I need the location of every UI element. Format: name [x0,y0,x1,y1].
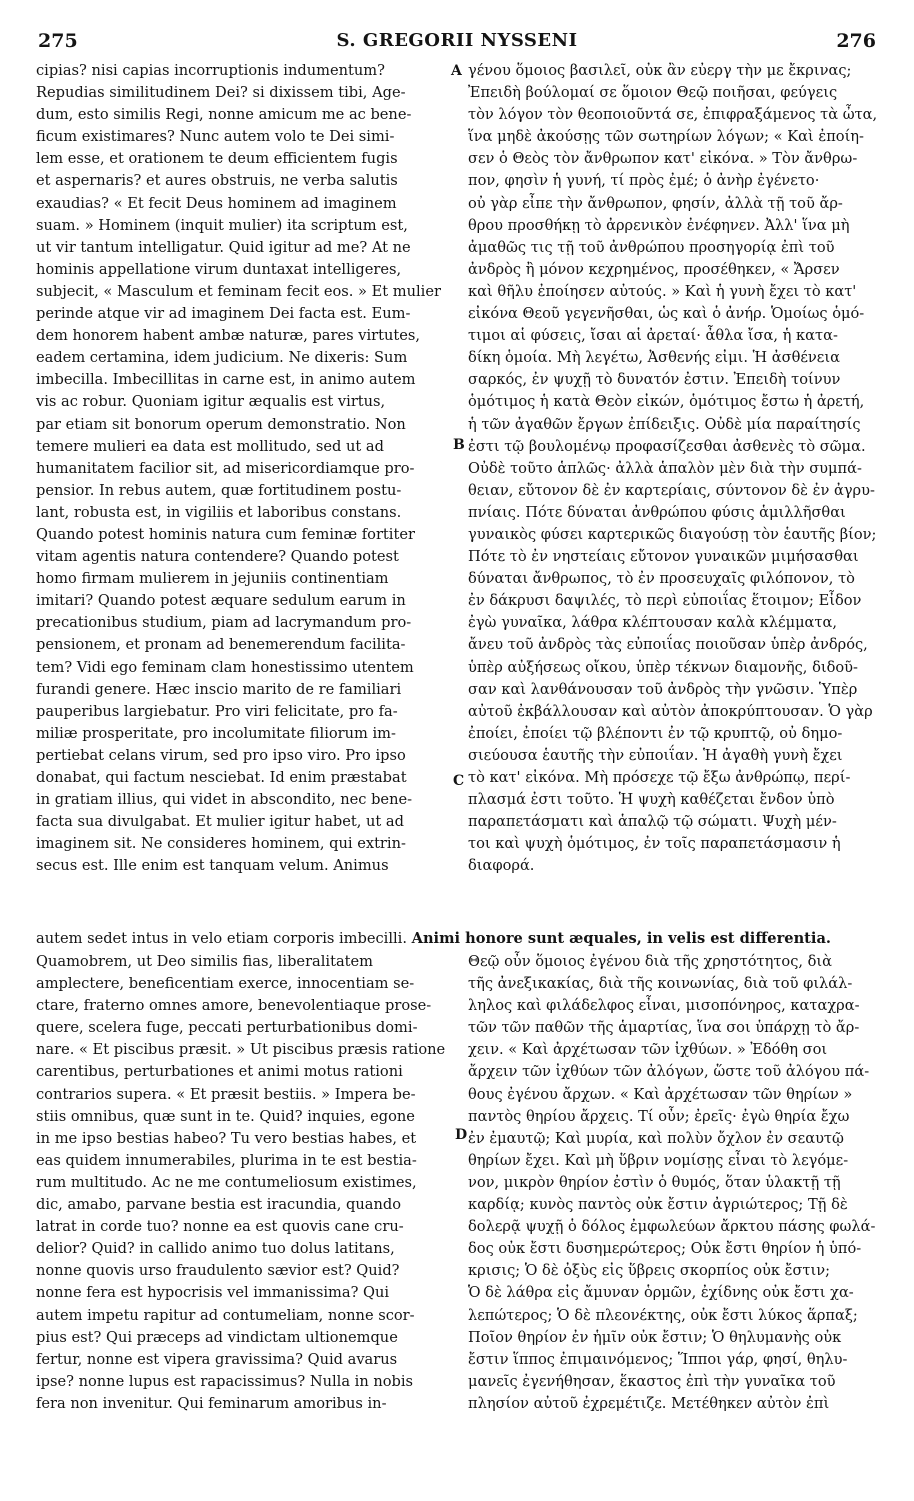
greek-line: κρισις; Ὁ δὲ ὀξὺς εἰς ὕβρεις σκορπίος οὐκ ἔστιν; [468,1262,831,1280]
greek-line: παντὸς θηρίου ἄρχεις. Τί οὖν; ἐρεῖς· ἐγὼ θηρία ἔχω [468,1107,850,1125]
latin-line: imaginem sit. Ne consideres hominem, qui extrin- [36,835,406,853]
latin-line: par etiam sit bonorum operum demonstratio. Non [36,415,406,433]
latin-line: exaudias? « Et fecit Deus hominem ad imaginem [36,194,397,212]
latin-line: carentibus, perturbationes et animi motus rationi [36,1063,403,1081]
latin-line: fera non invenitur. Qui feminarum amoribus in- [36,1394,387,1412]
latin-line: miliæ prosperitate, pro incolumitate filiorum im- [36,724,396,742]
greek-line: γένου ὅμοιος βασιλεῖ, οὐκ ἂν εὐεργ τὴν με ἔκρινας; [468,62,852,79]
left-page-number: 275 [38,30,78,52]
latin-line: homo firmam mulierem in jejuniis continentiam [36,570,389,588]
latin-line: furandi genere. Hæc inscio marito de re familiari [36,680,402,698]
greek-line: ἀνδρὸς ἢ μόνον κεχρημένος, προσέθηκεν, « Ἄρσεν [468,260,840,278]
latin-line: cipias? nisi capias incorruptionis indumentum? [36,62,385,79]
latin-line: Repudias similitudinem Dei? si dixissem tibi, Age- [36,84,406,102]
greek-line: πλησίον αὐτοῦ ἐχρεμέτιζε. Μετέθηκεν αὐτὸν ἐπὶ [468,1394,830,1412]
greek-line: ἐν ἐμαυτῷ; Καὶ μυρία, καὶ πολὺν ὄχλον ἐν σεαυτῷ [468,1129,844,1147]
greek-line: Πότε τὸ ἐν νηστείαις εὔτονον γυναικῶν μιμήσασθαι [468,548,859,566]
latin-line: donabat, qui factum nesciebat. Id enim præstabat [36,769,407,786]
greek-line: ἐγὼ γυναῖκα, λάθρα κλέπτουσαν καλὰ κλέμματα, [468,614,837,632]
latin-line: precationibus studium, piam ad lacrymandum pro- [36,614,412,632]
greek-line: Ὁ δὲ λάθρα εἰς ἄμυναν ὁρμῶν, ἐχίδνης οὐκ ἔστι χα- [468,1284,854,1302]
greek-line: ἔστιν ἵππος ἐπιμαινόμενος; Ἵπποι γάρ, φησί, θηλυ- [468,1350,848,1368]
greek-line: δίκη ὁμοία. Μὴ λεγέτω, Ἀσθενής εἰμι. Ἡ ἀσθένεια [468,349,840,367]
latin-line: fertur, nonne est vipera gravissima? Quid avarus [36,1350,398,1368]
latin-line: nonne fera est hypocrisis vel immanissima? Qui [36,1284,390,1302]
right-page-number: 276 [836,30,876,52]
latin-line: ficum existimares? Nunc autem volo te Dei simi- [36,128,395,146]
latin-line: suam. » Hominem (inquit mulier) ita scriptum est, [36,216,408,234]
greek-line: σεν ὁ Θεὸς τὸν ἄνθρωπον κατ' εἰκόνα. » Τὸν ἄνθρω- [468,150,858,168]
latin-line: imbecilla. Imbecillitas in carne est, in animo autem [36,371,416,389]
latin-line: latrat in corde tuo? nonne ea est quovis cane cru- [36,1218,404,1236]
greek-line: λεπώτερος; Ὁ δὲ πλεονέκτης, οὐκ ἔστι λύκος ἅρπαξ; [468,1306,858,1324]
latin-line: secus est. Ille enim est tanquam velum. Animus [36,857,389,875]
latin-line: delior? Quid? in callido animo tuo dolus latitans, [36,1240,395,1258]
margin-letter-c: C [453,773,465,789]
latin-line-tail: autem sedet intus in velo etiam corporis imbecilli. [36,930,407,947]
greek-line: θρου προσθήκῃ τὸ ἀρρενικὸν ἐνέφηνεν. Ἀλλ' ἵνα μὴ [468,216,850,234]
latin-line: vis ac robur. Quoniam igitur æqualis est virtus, [36,393,386,411]
latin-line: eas quidem innumerabiles, plurima in te est bestia- [36,1151,417,1169]
greek-line: ὑπὲρ αὐξήσεως οἴκου, ὑπὲρ τέκνων διαμονῆς, διδοῦ- [468,658,858,676]
greek-line: τιμοι αἱ φύσεις, ἴσαι αἱ ἀρεταί· ἆθλα ἴσα, ἡ κατα- [468,327,838,345]
greek-line: ἀμαθῶς τις τῇ τοῦ ἀνθρώπου προσηγορίᾳ ἐπὶ τοῦ [468,238,835,256]
greek-line: ἐποίει, ἐποίει τῷ βλέποντι ἐν τῷ κρυπτῷ, οὐ δημο- [468,724,843,742]
latin-line: in me ipso bestias habeo? Tu vero bestias habes, et [36,1129,417,1147]
greek-line: χειν. « Καὶ ἀρχέτωσαν τῶν ἰχθύων. » Ἐδόθη σοι [468,1041,828,1059]
latin-line: quere, scelera fuge, peccati perturbationibus domi- [36,1019,418,1037]
greek-line: σιεύουσα ἑαυτῆς τὴν εὐποιΐαν. Ἡ ἀγαθὴ γυνὴ ἔχει [468,746,843,764]
latin-line: vitam agentis natura contendere? Quando potest [36,548,399,566]
greek-line: ἐν δάκρυσι δαψιλές, τὸ περὶ εὐποιΐας ἕτοιμον; Εἶδον [468,592,862,610]
margin-letter-d: D [455,1127,468,1143]
latin-line: Quamobrem, ut Deo similis fias, liberalitatem [36,953,373,970]
section-title: Animi honore sunt æquales, in velis est differentia. [411,930,832,947]
latin-line: contrarios supera. « Et præsit bestiis. » Impera be- [36,1085,416,1103]
running-title: S. GREGORII NYSSENI [336,30,578,51]
greek-line: Ποῖον θηρίον ἐν ἡμῖν οὐκ ἔστιν; Ὁ θηλυμανὴς οὐκ [468,1328,842,1346]
greek-line: καὶ θῆλυ ἐποίησεν αὐτούς. » Καὶ ἡ γυνὴ ἔχει τὸ κατ' [468,282,857,300]
latin-line: nare. « Et piscibus præsit. » Ut piscibus præsis ratione [36,1041,446,1059]
greek-line: ἐστι τῷ βουλομένῳ προφασίζεσθαι ἀσθενὲς τὸ σῶμα. [468,437,866,455]
latin-line: dum, esto similis Regi, nonne amicum me ac bene- [36,106,412,124]
latin-line: hominis appellatione virum duntaxat intelligeres, [36,260,402,278]
greek-line: Ἐπειδὴ βούλομαί σε ὅμοιον Θεῷ ποιῆσαι, φεύγεις [468,84,838,102]
latin-line: dem honorem habent ambæ naturæ, pares virtutes, [36,327,421,345]
latin-line: subjecit, « Masculum et feminam fecit eos. » Et mulier [36,282,441,300]
greek-line: τὸ κατ' εἰκόνα. Μὴ πρόσεχε τῷ ἔξω ἀνθρώπῳ, περί- [468,769,851,786]
latin-line: et aspernaris? et aures obstruis, ne verba salutis [36,172,398,190]
latin-line: pertiebat celans virum, sed pro ipso viro. Pro ipso [36,746,406,764]
greek-line: τοι καὶ ψυχὴ ὁμότιμος, ἐν τοῖς παραπετάσμασιν ἡ [468,835,841,853]
greek-line: θειαν, εὔτονον δὲ ἐν καρτερίαις, σύντονον δὲ ἐν ἀγρυ- [468,481,875,499]
greek-line: ἄνευ τοῦ ἀνδρὸς τὰς εὐποιΐας ποιοῦσαν ὑπὲρ ἀνδρός, [468,636,868,654]
greek-line: τὸν λόγον τὸν θεοποιοῦντά σε, ἐπιφραξάμενος τὰ ὦτα, [468,106,878,124]
page-header [38,30,876,58]
greek-line: ληλος καὶ φιλάδελφος εἶναι, μισοπόνηρος, καταχρα- [468,997,860,1015]
greek-line: δύναται ἄνθρωπος, τὸ ἐν προσευχαῖς φιλόπονον, τὸ [468,570,855,588]
greek-line: καρδίᾳ; κυνὸς παντὸς οὐκ ἔστιν ἀγριώτερος; Τῇ δὲ [468,1196,848,1214]
latin-line: facta sua divulgabat. Et mulier igitur habet, ut ad [36,813,404,831]
greek-line: τῶν τῶν παθῶν τῆς ἁμαρτίας, ἵνα σοι ὑπάρχῃ τὸ ἄρ- [468,1019,860,1037]
greek-line: αὐτοῦ ἐκβάλλουσαν καὶ αὐτὸν ἀποκρύπτουσαν. Ὁ γὰρ [468,702,873,720]
latin-line: ctare, fraterno omnes amore, benevolentiaque prose- [36,997,432,1015]
latin-line: dic, amabo, parvane bestia est iracundia, quando [36,1196,401,1214]
greek-line: νον, μικρὸν θηρίον ἐστὶν ὁ θυμός, ὅταν ὑλακτῇ τῇ [468,1173,841,1191]
latin-column-bottom [36,951,452,1415]
greek-line: ὁμότιμος ἡ κατὰ Θεὸν εἰκών, ὁμότιμος ἔστω ἡ ἀρετή, [468,393,865,411]
latin-line: pensior. In rebus autem, quæ fortitudinem postu- [36,481,402,499]
margin-letter-b: B [453,437,465,453]
latin-line: nonne quovis urso fraudulento sævior est? Quid? [36,1262,400,1280]
greek-line: Θεῷ οὖν ὅμοιος ἐγένου διὰ τῆς χρηστότητος, διὰ [468,953,833,970]
greek-line: δος οὐκ ἔστι δυσημερώτερος; Οὐκ ἔστι θηρίον ἡ ὑπό- [468,1240,862,1258]
latin-line: temere mulieri ea data est mollitudo, sed ut ad [36,437,384,455]
greek-line: τῆς ἀνεξικακίας, διὰ τῆς κοινωνίας, διὰ τοῦ φιλάλ- [468,975,853,993]
greek-line: ἵνα μηδὲ ἀκούσῃς τῶν σωτηρίων λόγων; « Καὶ ἐποίη- [468,128,864,146]
greek-line: δολερᾷ ψυχῇ ὁ δόλος ἐμφωλεύων ἄρκτου πάσης φωλά- [468,1218,876,1236]
greek-line: πλασμά ἐστι τοῦτο. Ἡ ψυχὴ καθέζεται ἔνδον ὑπὸ [468,791,835,809]
greek-line: γυναικὸς φύσει καρτερικῶς διαγούσῃ τὸν ἑαυτῆς βίον; [468,525,877,543]
greek-line: ἄρχειν τῶν ἰχθύων τῶν ἀλόγων, ὥστε τοῦ ἀλόγου πά- [468,1063,870,1081]
greek-line: πνίαις. Πότε δύναται ἀνθρώπου φύσις ἁμιλλῆσθαι [468,503,846,521]
latin-line: humanitatem facilior sit, ad misericordiamque pro- [36,459,415,477]
greek-line: οὐ γὰρ εἶπε τὴν ἄνθρωπον, φησίν, ἀλλὰ τῇ τοῦ ἄρ- [468,194,843,212]
latin-line: Quando potest hominis natura cum feminæ fortiter [36,525,415,543]
latin-line: autem impetu rapitur ad contumeliam, nonne scor- [36,1306,415,1324]
greek-line: Οὐδὲ τοῦτο ἁπλῶς· ἀλλὰ ἁπαλὸν μὲν διὰ τὴν συμπά- [468,459,862,477]
latin-line: in gratiam illius, qui videt in abscondito, nec bene- [36,791,413,809]
greek-line: εἰκόνα Θεοῦ γεγενῆσθαι, ὡς καὶ ὁ ἀνήρ. Ὁμοίως ὁμό- [468,305,865,323]
latin-line: lant, robusta est, in vigiliis et laboribus constans. [36,503,402,521]
greek-line: σαν καὶ λανθάνουσαν τοῦ ἀνδρὸς τὴν γνῶσιν. Ὑπὲρ [468,680,858,698]
greek-line: παραπετάσματι καὶ ἁπαλῷ τῷ σώματι. Ψυχὴ μέν- [468,813,837,831]
spanning-line [36,928,880,950]
latin-line: pius est? Qui præceps ad vindictam ultionemque [36,1328,398,1346]
latin-line: tem? Vidi ego feminam clam honestissimo utentem [36,658,414,676]
greek-line: μανεῖς ἐγενήθησαν, ἕκαστος ἐπὶ τὴν γυναῖκα τοῦ [468,1372,836,1390]
latin-line: ut vir tantum intelligatur. Quid igitur ad me? At ne [36,238,411,256]
greek-line: διαφορά. [468,857,535,875]
latin-line: stiis omnibus, quæ sunt in te. Quid? inquies, egone [36,1107,415,1125]
greek-line: θηρίων ἔχει. Καὶ μὴ ὕβριν νομίσῃς εἶναι τὸ λεγόμε- [468,1151,849,1169]
latin-line: pauperibus largiebatur. Pro viri felicitate, pro fa- [36,702,398,720]
margin-letter-a: A [451,63,462,79]
latin-line: pensionem, et pronam ad benemerendum facilita- [36,636,406,654]
greek-line: πον, φησὶν ἡ γυνή, τί πρὸς ἐμέ; ὁ ἀνὴρ ἐγένετο· [468,172,820,190]
greek-line: ἡ τῶν ἀγαθῶν ἔργων ἐπίδειξις. Οὐδὲ μία παραίτησίς [468,415,861,433]
latin-line: lem esse, et orationem te deum efficientem fugis [36,150,398,168]
latin-line: amplectere, beneficentiam exerce, innocentiam se- [36,975,415,993]
latin-column-top [36,60,452,877]
greek-line: σαρκός, ἐν ψυχῇ τὸ δυνατόν ἐστιν. Ἐπειδὴ τοίνυν [468,371,841,389]
greek-column-bottom [468,951,880,1415]
latin-line: ipse? nonne lupus est rapacissimus? Nulla in nobis [36,1372,414,1390]
latin-line: rum multitudo. Ac ne me contumeliosum existimes, [36,1173,417,1191]
latin-line: eadem certamina, idem judicium. Ne dixeris: Sum [36,349,408,367]
greek-column-top [468,60,880,877]
latin-line: imitari? Quando potest æquare sedulum earum in [36,592,406,610]
greek-line: θους ἐγένου ἄρχων. « Καὶ ἀρχέτωσαν τῶν θηρίων » [468,1085,853,1103]
latin-line: perinde atque vir ad imaginem Dei facta est. Eum- [36,305,411,323]
